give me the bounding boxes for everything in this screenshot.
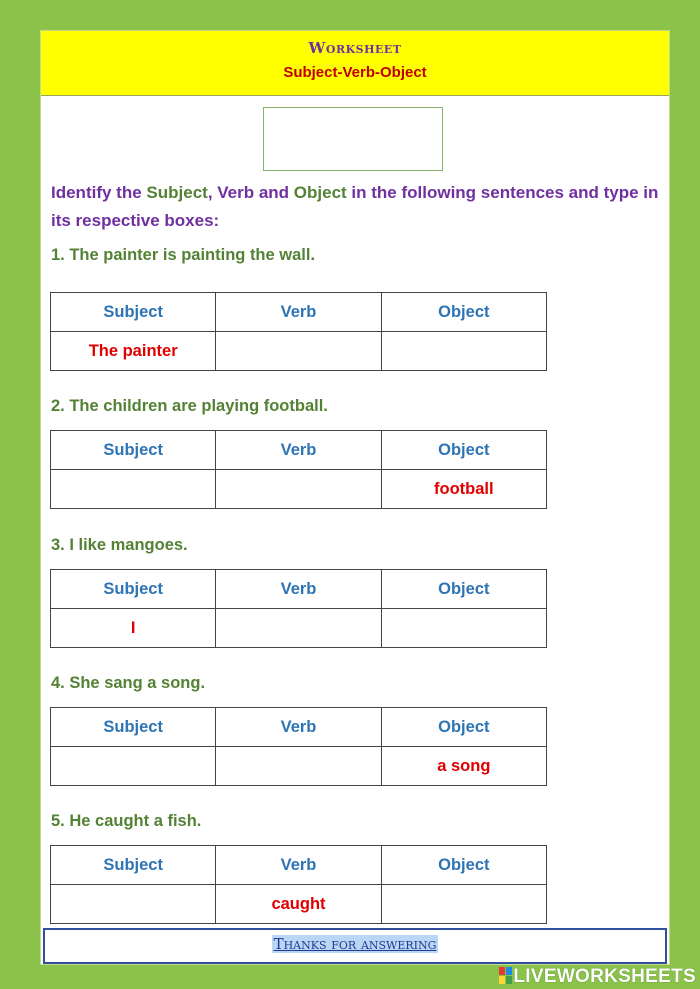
verb-header: Verb [216,431,381,470]
object-header: Object [381,431,546,470]
verb-header: Verb [216,846,381,885]
object-answer-field[interactable]: a song [381,747,546,786]
instructions-comma: , [207,183,218,202]
object-answer-field[interactable] [381,332,546,371]
question-2: 2. The children are playing football. [51,397,328,415]
verb-answer-field[interactable] [216,747,381,786]
worksheet-header [41,31,669,96]
object-header: Object [381,708,546,747]
subject-header: Subject [51,431,216,470]
object-header: Object [381,293,546,332]
instructions-subject-word: Subject [146,183,208,202]
liveworksheets-brand[interactable] [499,966,696,988]
verb-header: Verb [216,570,381,609]
instructions-text-end: in the following sentences and type in its respective boxes: [51,183,659,230]
subject-header: Subject [51,293,216,332]
object-header: Object [381,570,546,609]
subject-answer-field[interactable]: I [51,609,216,648]
subject-answer-field[interactable] [51,470,216,509]
verb-answer-field[interactable] [216,470,381,509]
question-3: 3. I like mangoes. [51,536,188,554]
object-answer-field[interactable]: football [381,470,546,509]
object-header: Object [381,846,546,885]
name-input-box[interactable] [263,107,443,171]
instructions [51,179,663,235]
answer-table-4 [50,707,547,786]
subject-answer-field[interactable]: The painter [51,332,216,371]
footer-banner [43,928,667,964]
brand-name: LIVEWORKSHEETS [513,966,696,987]
subject-header: Subject [51,570,216,609]
subject-answer-field[interactable] [51,885,216,924]
question-4: 4. She sang a song. [51,674,206,692]
instructions-and: and [254,183,294,202]
worksheet-subtitle: Subject-Verb-Object [283,64,427,81]
answer-table-3 [50,569,547,648]
liveworksheets-logo-icon [499,967,512,984]
answer-table-5 [50,845,547,924]
question-5: 5. He caught a fish. [51,812,202,830]
instructions-verb-word: Verb [217,183,255,202]
subject-answer-field[interactable] [51,747,216,786]
answer-table-1 [50,292,547,371]
instructions-text: Identify the [51,183,147,202]
worksheet-title: Worksheet [308,39,402,57]
footer-text: Thanks for answering [273,935,437,953]
subject-header: Subject [51,708,216,747]
answer-table-2 [50,430,547,509]
verb-answer-field[interactable] [216,332,381,371]
question-1: 1. The painter is painting the wall. [51,246,316,264]
instructions-object-word: Object [293,183,347,202]
verb-header: Verb [216,293,381,332]
subject-header: Subject [51,846,216,885]
object-answer-field[interactable] [381,609,546,648]
object-answer-field[interactable] [381,885,546,924]
worksheet-page [40,30,670,965]
verb-answer-field[interactable]: caught [216,885,381,924]
verb-answer-field[interactable] [216,609,381,648]
verb-header: Verb [216,708,381,747]
